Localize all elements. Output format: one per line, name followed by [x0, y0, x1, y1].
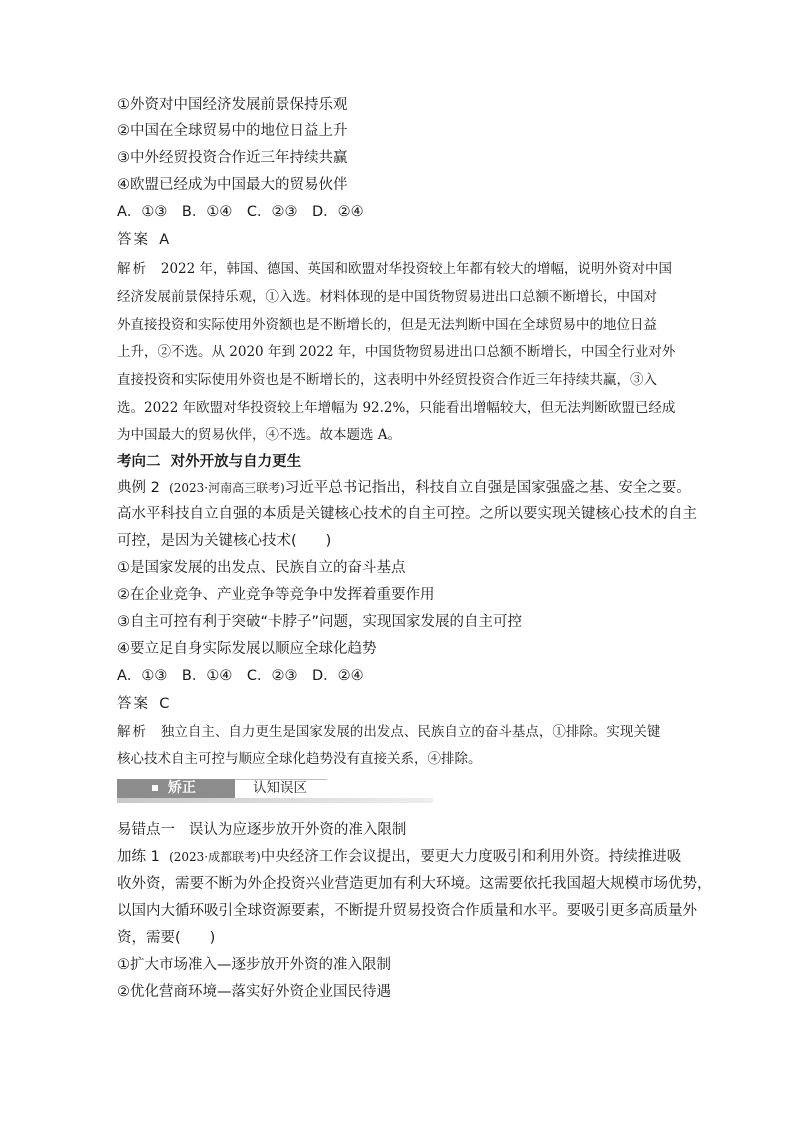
- error-point-heading: [117, 820, 406, 840]
- q3-option-2: ②优化营商环境—落实好外资企业国民待遇: [117, 984, 391, 1000]
- q2-explanation-line-1: [117, 722, 660, 742]
- q3-source: (2023·成都联考): [169, 850, 261, 864]
- q2-stem-line-3: 可控，是因为关键核心技术( ): [117, 533, 332, 549]
- q2-option-2: ②在企业竞争、产业竞争等竞争中发挥着重要作用: [117, 587, 435, 603]
- q1-option-4: ④欧盟已经成为中国最大的贸易伙伴: [117, 177, 348, 193]
- q1-explanation-line-1: [117, 259, 672, 279]
- banner-subtitle: 认知误区: [253, 780, 307, 796]
- error-point-label: 易错点一: [117, 822, 175, 838]
- explanation-text: 2022 年，韩国、德国、英国和欧盟对华投资较上年都有较大的增幅，说明外资对中国: [160, 261, 673, 277]
- q3-stem-text: 中央经济工作会议提出，要更大力度吸引和利用外资。持续推进吸: [260, 849, 682, 865]
- q1-explanation-line-2: 经济发展前景保持乐观，①入选。材料体现的是中国货物贸易进出口总额不断增长，中国对: [117, 289, 657, 305]
- q2-answer: [117, 694, 169, 714]
- q2-stem-line-2: 高水平科技自立自强的本质是关键核心技术的自主可控。之所以要实现关键核心技术的自主: [117, 506, 697, 522]
- banner-title: 矫正: [168, 780, 196, 796]
- q2-option-4: ④要立足自身实际发展以顺应全球化趋势: [117, 641, 377, 657]
- q3-stem-line-1: [117, 847, 681, 867]
- q1-choices: A．①③ B．①④ C．②③ D．②④: [117, 204, 364, 220]
- q2-stem-text: 习近平总书记指出，科技自立自强是国家强盛之基、安全之要。: [284, 480, 691, 496]
- q2-source: (2023·河南高三联考): [169, 481, 285, 495]
- q1-explanation-line-6: 选。2022 年欧盟对华投资较上年增幅为 92.2%，只能看出增幅较大，但无法判断欧盟已经成: [117, 400, 676, 416]
- q1-option-3: ③中外经贸投资合作近三年持续共赢: [117, 150, 348, 166]
- answer-label: 答案: [117, 232, 150, 248]
- explanation-text: 独立自主、自力更生是国家发展的出发点、民族自立的奋斗基点，①排除。实现关键: [160, 724, 661, 740]
- answer-value: C: [159, 696, 170, 712]
- q2-choices: A．①③ B．①④ C．②③ D．②④: [117, 668, 364, 684]
- banner-shadow: [117, 798, 433, 803]
- q3-label: 加练 1: [117, 849, 160, 865]
- explanation-label: 解析: [117, 261, 148, 277]
- explanation-label: 解析: [117, 724, 148, 740]
- q1-option-2: ②中国在全球贸易中的地位日益上升: [117, 123, 348, 139]
- q3-stem-line-3: 以国内大循环吸引全球资源要素，不断提升贸易投资合作质量和水平。要吸引更多高质量外: [117, 903, 697, 919]
- q3-option-1: ①扩大市场准入—逐步放开外资的准入限制: [117, 957, 391, 973]
- q1-explanation-line-5: 直接投资和实际使用外资也是不断增长的，这表明中外经贸投资合作近三年持续共赢，③入: [117, 372, 657, 388]
- q1-option-1: ①外资对中国经济发展前景保持乐观: [117, 97, 348, 113]
- answer-label: 答案: [117, 696, 150, 712]
- q2-option-1: ①是国家发展的出发点、民族自立的奋斗基点: [117, 560, 406, 576]
- direction-heading: [117, 452, 301, 472]
- q1-answer: [117, 230, 169, 250]
- section-banner: [117, 779, 433, 803]
- q3-stem-line-2: 收外资，需要不断为外企投资兴业营造更加有利大环境。这需要依托我国超大规模市场优势，: [117, 876, 712, 892]
- square-bullet-icon: [152, 785, 158, 791]
- direction-title: 对外开放与自力更生: [170, 454, 302, 470]
- q2-option-3: ③自主可控有利于突破“卡脖子”问题，实现国家发展的自主可控: [117, 614, 523, 630]
- q1-explanation-line-4: 上升，②不选。从 2020 年到 2022 年，中国货物贸易进出口总额不断增长，中国全行业对外: [117, 344, 676, 360]
- direction-label: 考向二: [117, 454, 161, 470]
- q1-explanation-line-3: 外直接投资和实际使用外资额也是不断增长的，但是无法判断中国在全球贸易中的地位日益: [117, 317, 657, 333]
- q2-stem-line-1: [117, 478, 691, 498]
- error-point-title: 误认为应逐步放开外资的准入限制: [188, 822, 407, 838]
- answer-value: A: [159, 232, 170, 248]
- q1-explanation-line-7: 为中国最大的贸易伙伴，④不选。故本题选 A。: [117, 427, 402, 443]
- q3-stem-line-4: 资，需要( ): [117, 930, 216, 946]
- q2-explanation-line-2: 核心技术自主可控与顺应全球化趋势没有直接关系，④排除。: [117, 751, 482, 767]
- q2-label: 典例 2: [117, 480, 160, 496]
